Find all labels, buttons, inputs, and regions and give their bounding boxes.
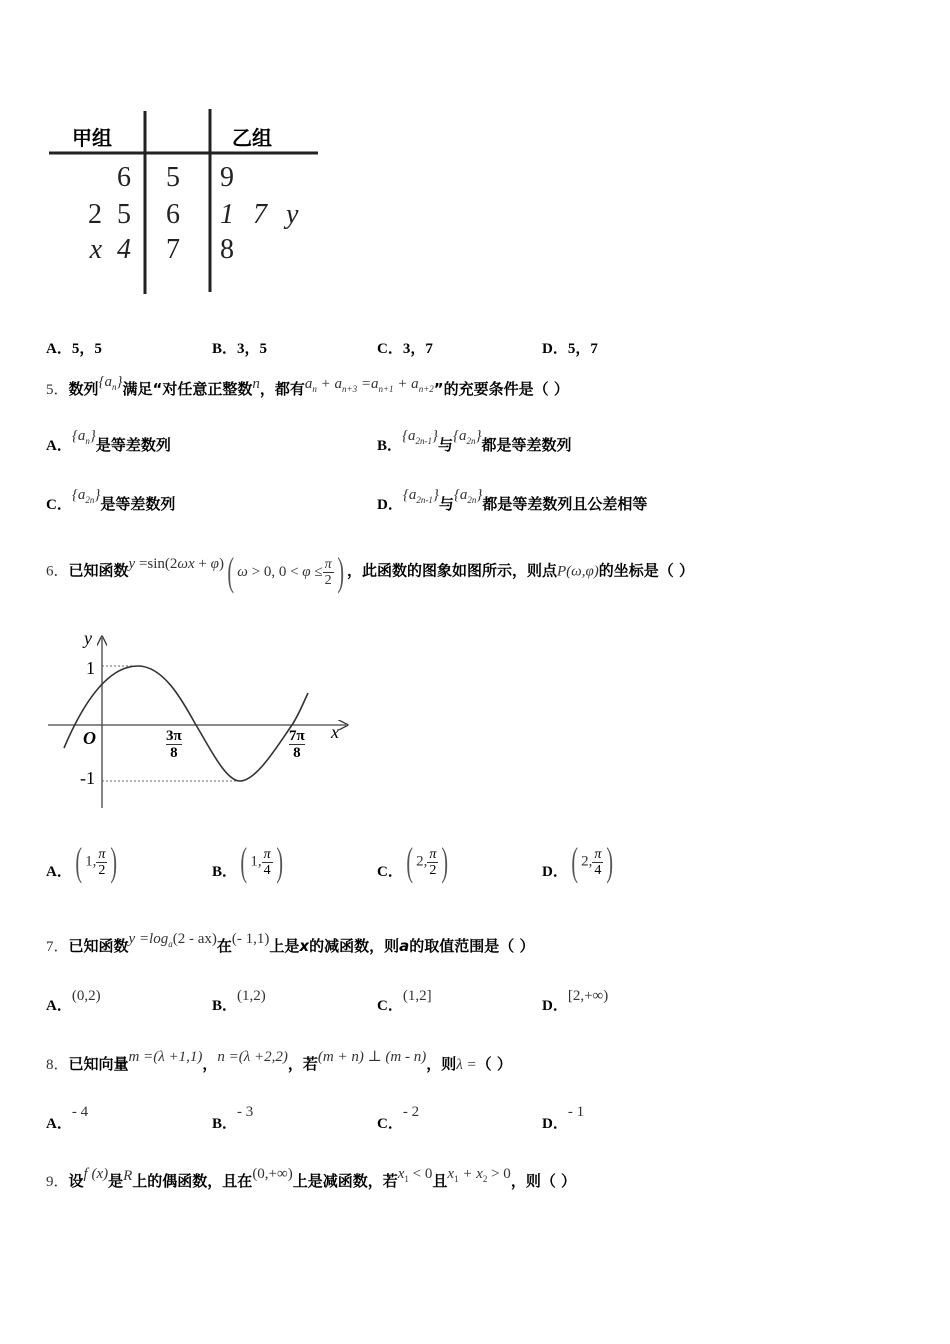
- x2-num: 7π: [289, 728, 305, 744]
- q7-stem: [46, 931, 535, 957]
- q7-var-a: a: [399, 937, 410, 955]
- q8-text-3: ，则: [426, 1055, 457, 1073]
- y-label: y: [84, 628, 92, 648]
- option-text: [2,+∞): [567, 988, 609, 1004]
- q9-text-5: 且: [432, 1172, 448, 1190]
- q6-option-b[interactable]: B．( 1, $\frac{\pi}{4}$ ): [212, 839, 283, 884]
- q7-interval: (- 1,1): [231, 931, 270, 947]
- option-label: D．: [542, 1116, 568, 1132]
- option-label: C．: [377, 341, 403, 357]
- option-label: A．: [46, 438, 72, 454]
- q6-option-d[interactable]: D．( 2, $\frac{\pi}{4}$ ): [542, 839, 614, 884]
- q7-text-1: 已知函数: [68, 937, 129, 955]
- option-label: D．: [377, 497, 403, 513]
- option-label: B．: [212, 998, 238, 1014]
- option-text: 5，7: [567, 341, 598, 357]
- q5-text-2: 满足“对任意正整数: [122, 380, 253, 398]
- option-text: 是等差数列: [95, 436, 171, 454]
- header-left: 甲组: [72, 126, 112, 150]
- option-mid: 与: [438, 436, 454, 454]
- frac-den: 4: [263, 862, 271, 878]
- frac-den: 2: [98, 862, 106, 878]
- row2-left: 2 5: [88, 199, 131, 230]
- origin-label: O: [83, 728, 96, 748]
- sine-curve: [64, 666, 308, 781]
- x1-label: [166, 728, 182, 761]
- option-label: C．: [377, 998, 403, 1014]
- frac-den: 2: [429, 862, 437, 878]
- option-label: A．: [46, 341, 72, 357]
- option-label: C．: [377, 1116, 403, 1132]
- x2-den: 8: [293, 745, 301, 761]
- option-text: 3，5: [237, 341, 268, 357]
- q5-option-b[interactable]: [377, 428, 572, 456]
- q8-stem: [46, 1049, 512, 1074]
- q7-option-b[interactable]: [212, 988, 266, 1015]
- frac-num: π: [98, 846, 106, 862]
- option-label: C．: [377, 863, 403, 880]
- paren: (: [75, 839, 82, 884]
- option-label: B．: [212, 341, 238, 357]
- q4-option-a[interactable]: [46, 337, 102, 358]
- q4-option-b[interactable]: [212, 337, 267, 358]
- set-r: R: [123, 1168, 133, 1184]
- q7-text-3: 上是: [269, 937, 300, 955]
- q7-text-5: 的减函数，则: [309, 937, 400, 955]
- var-x2: + x: [458, 1166, 483, 1182]
- option-text: 3，7: [402, 341, 433, 357]
- frac-num: π: [263, 846, 271, 862]
- q9-text-4: 上是减函数，若: [292, 1172, 398, 1190]
- q8-option-a[interactable]: [46, 1104, 89, 1133]
- option-text: (1,2]: [402, 988, 432, 1004]
- cond-1-tail: < 0: [408, 1166, 433, 1182]
- q5-option-a[interactable]: [46, 428, 171, 456]
- option-label: A．: [46, 1116, 72, 1132]
- q6-constraint: ω > 0, 0 < φ ≤ $\frac{\pi}{2}$: [237, 556, 332, 588]
- question-number: 9．: [46, 1174, 69, 1190]
- q5-condition: $a_n + a_{n+3} =a_{n+1} + a_{n+2}$: [304, 376, 434, 394]
- option-text: 都是等差数列且公差相等: [482, 495, 648, 513]
- option-math: $\{a_{2n}\}$: [71, 487, 101, 505]
- q7-function: [129, 931, 217, 947]
- q8-text-2: ，若: [287, 1055, 318, 1073]
- q7-var-x: x: [299, 937, 310, 955]
- q6-function: y =sin(2ωx + φ): [128, 555, 224, 572]
- q8-sep: ，: [202, 1055, 218, 1073]
- q7-text-7: 的取值范围是（ ）: [409, 937, 535, 955]
- q4-option-d[interactable]: [542, 337, 598, 358]
- option-math: $\{a_{2n-1}\}$: [402, 428, 439, 446]
- q8-option-c[interactable]: [377, 1104, 420, 1133]
- q4-option-c[interactable]: [377, 337, 433, 358]
- q5-text-3: ，都有: [259, 380, 305, 398]
- q9-interval: (0,+∞): [252, 1166, 293, 1182]
- func-name: y =log: [128, 931, 169, 947]
- option-label: D．: [542, 998, 568, 1014]
- q9-cond-2: $x_1 + x_2 > 0$: [447, 1166, 511, 1184]
- var-x1b: x: [447, 1166, 455, 1182]
- q6-stem: [46, 549, 694, 594]
- q6-graph: [46, 628, 356, 813]
- option-math: $\{a_{2n-1}\}$: [402, 487, 439, 505]
- row1-right: 9: [220, 162, 234, 193]
- q6-option-c[interactable]: C．( 2, $\frac{\pi}{2}$ ): [377, 839, 449, 884]
- q8-option-b[interactable]: [212, 1104, 254, 1133]
- var-n: n: [252, 376, 260, 392]
- func-arg: (2 - ax): [172, 931, 217, 947]
- row3-stem: 7: [166, 234, 180, 265]
- option-math-2: $\{a_{2n}\}$: [453, 428, 482, 446]
- x1-den: 8: [170, 745, 178, 761]
- x1-num: 3π: [166, 728, 182, 744]
- option-text: (1,2): [237, 988, 266, 1004]
- q9-stem: [46, 1166, 577, 1192]
- coord-a: 1: [250, 853, 258, 870]
- var-x1: x: [397, 1166, 405, 1182]
- option-label: A．: [46, 998, 72, 1014]
- coord-a: 2: [416, 853, 424, 870]
- row2-stem: 6: [166, 199, 180, 230]
- option-label: B．: [377, 438, 403, 454]
- q6-text-1: 已知函数: [68, 561, 129, 580]
- frac-num: π: [594, 846, 602, 862]
- option-math-2: $\{a_{2n}\}$: [453, 487, 483, 505]
- question-number: 5．: [46, 382, 69, 398]
- y-min-label: -1: [80, 768, 95, 788]
- q6-text-3: 的坐标是（ ）: [598, 561, 694, 580]
- func-base: a: [168, 939, 173, 949]
- option-math: $\{a_n\}$: [71, 428, 96, 446]
- paren: ): [606, 839, 614, 884]
- q8-condition: (m + n) ⊥ (m - n): [317, 1049, 427, 1065]
- vector-m: m =(λ +1,1): [128, 1049, 203, 1065]
- coord-a: 2: [581, 853, 589, 870]
- paren: ): [275, 839, 283, 884]
- paren-right: ): [336, 549, 344, 594]
- x-label: x: [331, 722, 339, 742]
- q9-text-1: 设: [68, 1172, 84, 1190]
- option-label: B．: [212, 863, 238, 880]
- lambda: λ =: [456, 1057, 477, 1073]
- cond-2-tail: > 0: [487, 1166, 511, 1182]
- q7-option-c[interactable]: [377, 988, 432, 1015]
- row1-stem: 5: [166, 162, 180, 193]
- q5-stem: [46, 374, 569, 400]
- paren: (: [406, 839, 413, 884]
- q6-option-a[interactable]: A．( 1, $\frac{\pi}{2}$ ): [46, 839, 118, 884]
- frac-num: π: [429, 846, 437, 862]
- option-text: - 2: [402, 1104, 420, 1120]
- paren: (: [240, 839, 248, 884]
- q8-text-1: 已知向量: [68, 1055, 129, 1073]
- q7-text-2: 在: [216, 937, 232, 955]
- q9-text-2: 是: [108, 1172, 124, 1190]
- row3-left: x 4: [89, 234, 131, 265]
- y-max-label: 1: [86, 658, 95, 678]
- paren: ): [110, 839, 118, 884]
- q5-text-4: ”的充要条件是（ ）: [433, 380, 569, 398]
- option-text: - 1: [567, 1104, 585, 1120]
- x2-label: [289, 728, 305, 761]
- option-mid: 与: [438, 495, 454, 513]
- row1-left: 6: [117, 162, 131, 193]
- option-text: 是等差数列: [100, 495, 176, 513]
- question-number: 6．: [46, 563, 69, 580]
- frac-den: 4: [594, 862, 602, 878]
- option-label: B．: [212, 1116, 238, 1132]
- header-right: 乙组: [232, 126, 272, 150]
- q7-option-a[interactable]: [46, 988, 101, 1015]
- paren: ): [441, 839, 449, 884]
- q9-cond-1: $x_1 < 0$: [397, 1166, 433, 1184]
- option-text: 5，5: [71, 341, 102, 357]
- seq-an: $\{a_n\}$: [98, 374, 123, 392]
- question-number: 8．: [46, 1057, 69, 1073]
- question-number: 7．: [46, 939, 69, 955]
- q8-option-d[interactable]: [542, 1104, 585, 1133]
- coord-a: 1: [85, 853, 93, 870]
- q5-option-c[interactable]: [46, 487, 176, 515]
- option-text: (0,2): [71, 988, 101, 1004]
- q9-text-6: ，则（ ）: [510, 1172, 577, 1190]
- option-label: D．: [542, 341, 568, 357]
- stem-leaf-figure: [46, 106, 326, 301]
- option-label: D．: [542, 863, 568, 880]
- q7-option-d[interactable]: [542, 988, 609, 1015]
- vector-n: n =(λ +2,2): [217, 1049, 288, 1065]
- paren: (: [571, 839, 578, 884]
- row3-right: 8: [220, 234, 234, 265]
- option-label: C．: [46, 497, 72, 513]
- point-p: P(ω,φ): [556, 563, 599, 580]
- option-label: A．: [46, 863, 72, 880]
- option-text: - 4: [71, 1104, 89, 1120]
- paren-left: (: [227, 549, 234, 594]
- q5-option-d[interactable]: [377, 487, 648, 515]
- row2-right: 1 7 y: [220, 199, 299, 230]
- function-f: f (x): [83, 1166, 109, 1182]
- q9-text-3: 上的偶函数，且在: [132, 1172, 253, 1190]
- option-text: - 3: [237, 1104, 254, 1120]
- q6-text-2: ，此函数的图象如图所示，则点: [346, 561, 557, 580]
- q5-text-1: 数列: [68, 380, 99, 398]
- option-text: 都是等差数列: [481, 436, 572, 454]
- q8-text-4: （ ）: [476, 1055, 512, 1073]
